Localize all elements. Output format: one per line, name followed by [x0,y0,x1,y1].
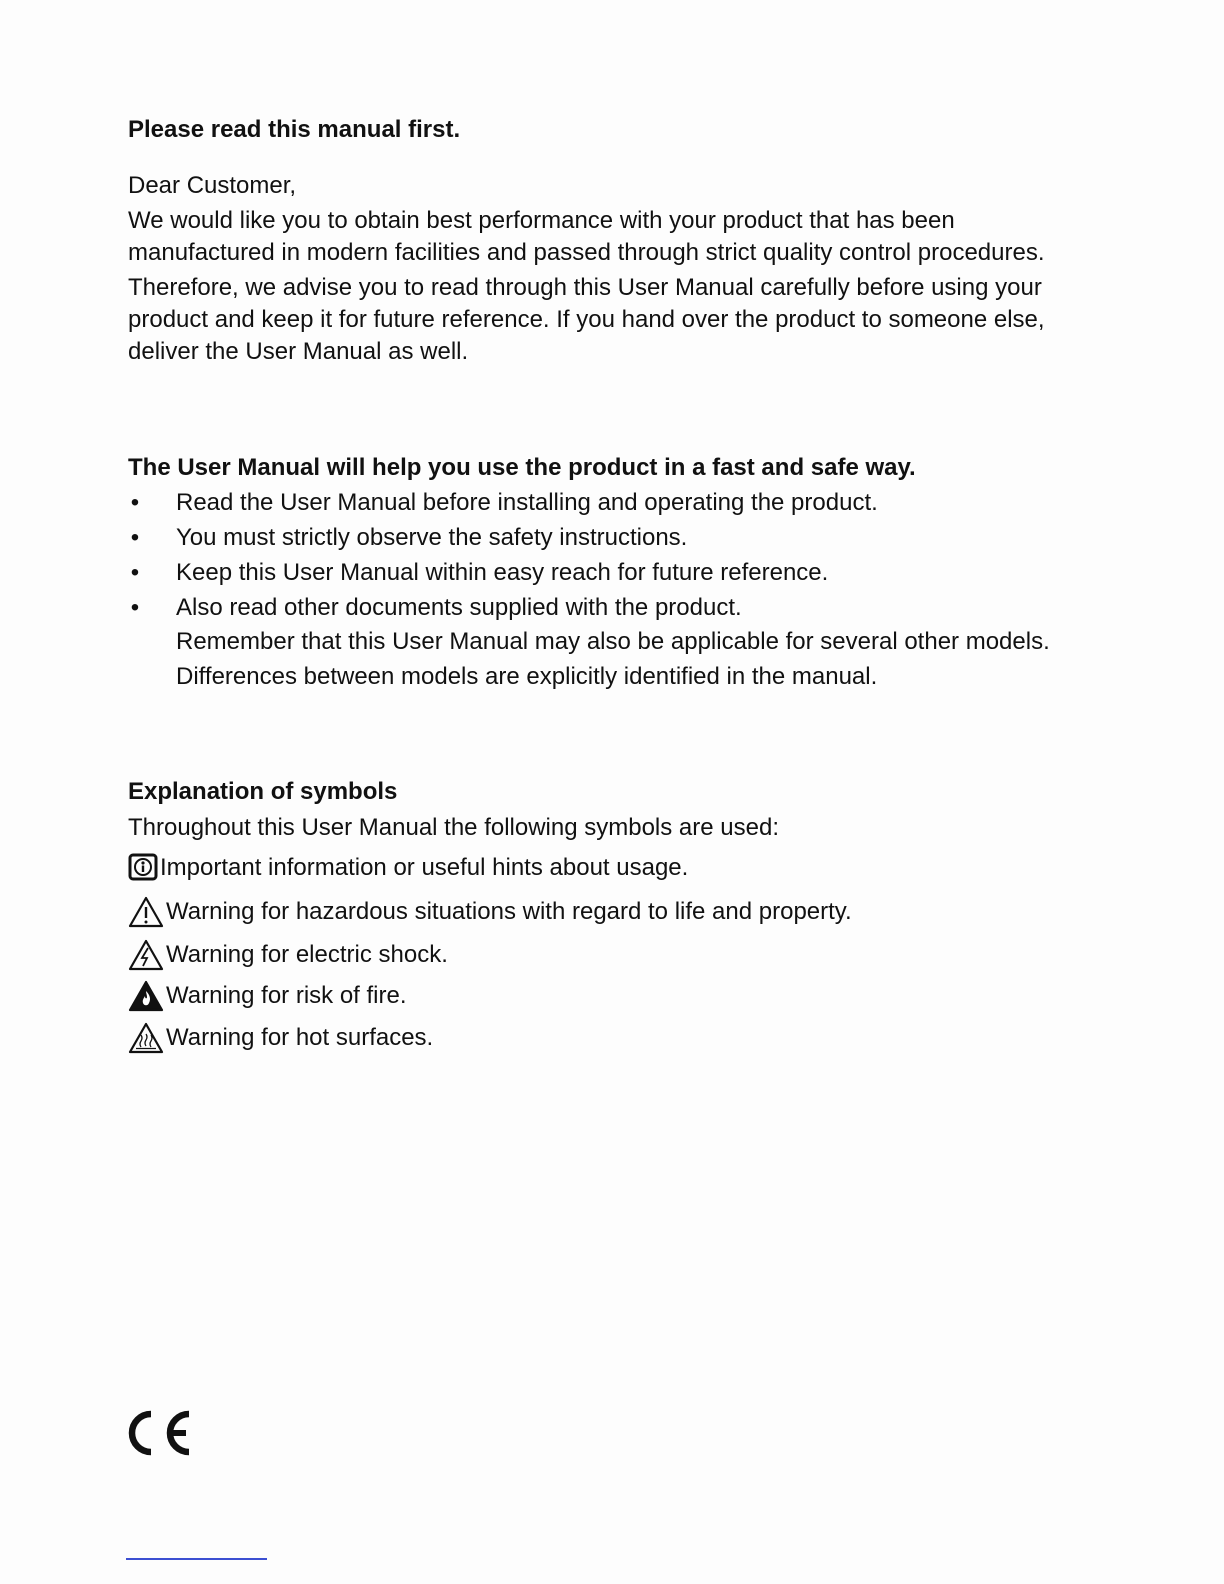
fire-icon [128,980,164,1012]
symbol-row-hot-surface [128,1020,433,1056]
bullet-icon: • [130,489,140,516]
symbol-row-info [128,850,688,886]
bullet-icon: • [130,559,140,586]
electric-shock-icon [128,939,164,971]
symbol-text: Warning for hot surfaces. [166,1024,434,1051]
section-heading-symbols: Explanation of symbols [128,778,398,805]
hot-surface-icon [128,1022,164,1054]
models-notes [128,626,1108,693]
symbol-text: Warning for electric shock. [166,941,448,968]
symbols-intro: Throughout this User Manual the following symbols are used: [128,814,779,841]
list-item: • Keep this User Manual within easy reach for future reference. [128,557,1108,589]
symbol-row-warning [128,894,852,930]
list-item: • You must strictly observe the safety instructions. [128,522,1108,554]
note-models: Remember that this User Manual may also be applicable for several other models. [176,628,1050,655]
symbol-text: Important information or useful hints about usage. [160,854,689,881]
bullet-icon: • [130,524,140,551]
note-differences: Differences between models are explicitly identified in the manual. [176,663,878,690]
symbol-text: Warning for hazardous situations with regard to life and property. [166,898,852,925]
intro-paragraph-1: We would like you to obtain best performance with your product that has been manufactured in modern facilities and passed through strict quality control procedures. [128,207,1045,266]
greeting: Dear Customer, [128,172,297,199]
footer-rule [126,1558,267,1560]
info-icon [128,853,158,883]
ce-mark-logo [127,1408,195,1458]
symbol-row-electric [128,937,448,973]
symbol-text: Warning for risk of fire. [166,982,407,1009]
intro-paragraph-2: Therefore, we advise you to read through this User Manual carefully before using your product and keep it for future reference. If you hand over the product to someone else, deliver the User Manual as well. [128,274,1045,365]
warning-icon [128,896,164,928]
symbol-row-fire [128,978,407,1014]
page-title: Please read this manual first. [128,116,461,143]
intro-section [128,170,1108,368]
section-heading-usage: The User Manual will help you use the product in a fast and safe way. [128,454,916,481]
list-item: • Also read other documents supplied with the product. [128,592,1108,624]
usage-bullet-list [128,487,1108,627]
bullet-icon: • [130,594,140,621]
list-item: • Read the User Manual before installing and operating the product. [128,487,1108,519]
